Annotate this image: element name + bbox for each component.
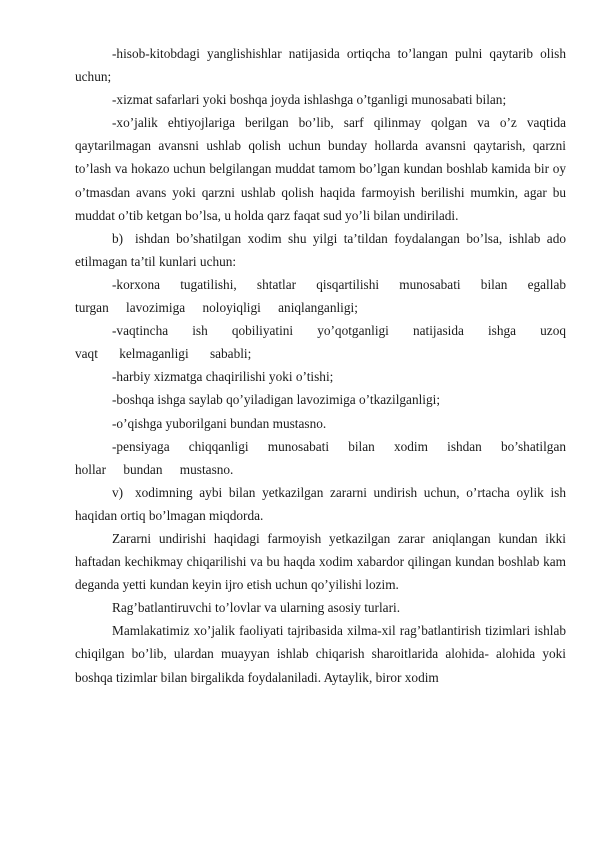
paragraph-14: Mamlakatimiz xo’jalik faoliyati tajribasida xilma-xil rag’batlantirish tizimlari ishlab chiqilgan bo’lib, ulardan muayyan ishlab chiqarish sharoitlarida alohida- alohida yoki boshqa tizimlar bilan birgalikda foydalaniladi. Aytaylik, biror xodim bbox=[75, 623, 566, 685]
paragraph-7: -harbiy xizmatga chaqirilishi yoki o’tishi; bbox=[112, 369, 334, 385]
list-marker-b: b) bbox=[112, 230, 124, 246]
paragraph-6: -vaqtincha ish qobiliyatini yo’qotganligi natijasida ishga uzoq vaqt kelmaganligi sababli; bbox=[75, 323, 566, 362]
paragraph-8: -boshqa ishga saylab qo’yiladigan lavozimiga o’tkazilganligi; bbox=[112, 392, 441, 408]
paragraph-12: Zararni undirishi haqidagi farmoyish yetkazilgan zarar aniqlangan kundan ikki haftadan kechikmay chiqarilishi va bu haqda xodim xabardor qilingan kundan boshlab kam deganda yetti kundan keyin ijro etish uchun qo’yilishi lozim. bbox=[75, 530, 566, 593]
document-page bbox=[75, 42, 566, 689]
list-marker-v: v) bbox=[112, 484, 124, 500]
list-item-b bbox=[75, 227, 566, 273]
paragraph-1: -hisob-kitobdagi yanglishishlar natijasida ortiqcha to’langan pulni qaytarib olish uchun; bbox=[75, 46, 566, 85]
paragraph-3: -xo’jalik ehtiyojlariga berilgan bo’lib, sarf qilinmay qolgan va o’z vaqtida qaytarilmagan avansni ushlab qolish uchun bunday hollarda avansni qaytarish, qarzni to’lash va hokazo uchun belgilangan muddat tamom bo’lgan kundan boshlab kamida bir oy o’tmasdan avans yoki qarzni ushlab qolish haqida farmoyish berilishi mumkin, agar bu muddat o’tib ketgan bo’lsa, u holda qarz faqat sud yo’li bilan undiriladi. bbox=[75, 115, 566, 223]
paragraph-5: -korxona tugatilishi, shtatlar qisqartilishi munosabati bilan egallab turgan lavozimiga noloyiqligi aniqlanganligi; bbox=[75, 276, 566, 316]
paragraph-10: -pensiyaga chiqqanligi munosabati bilan xodim ishdan bo’shatilgan hollar bundan mustasno. bbox=[75, 438, 566, 477]
list-item-v-text: xodimning aybi bilan yetkazilgan zararni undirish uchun, o’rtacha oylik ish haqidan ortiq bo’lmagan miqdorda. bbox=[75, 484, 566, 523]
paragraph-9: -o’qishga yuborilgani bundan mustasno. bbox=[112, 415, 327, 431]
list-item-v bbox=[75, 481, 566, 527]
section-heading: Rag’batlantiruvchi to’lovlar va ularning asosiy turlari. bbox=[112, 600, 401, 616]
list-item-b-text: ishdan bo’shatilgan xodim shu yilgi ta’tildan foydalangan bo’lsa, ishlab ado etilmagan ta’til kunlari uchun: bbox=[75, 230, 566, 269]
paragraph-2: -xizmat safarlari yoki boshqa joyda ishlashga o’tganligi munosabati bilan; bbox=[112, 92, 507, 108]
